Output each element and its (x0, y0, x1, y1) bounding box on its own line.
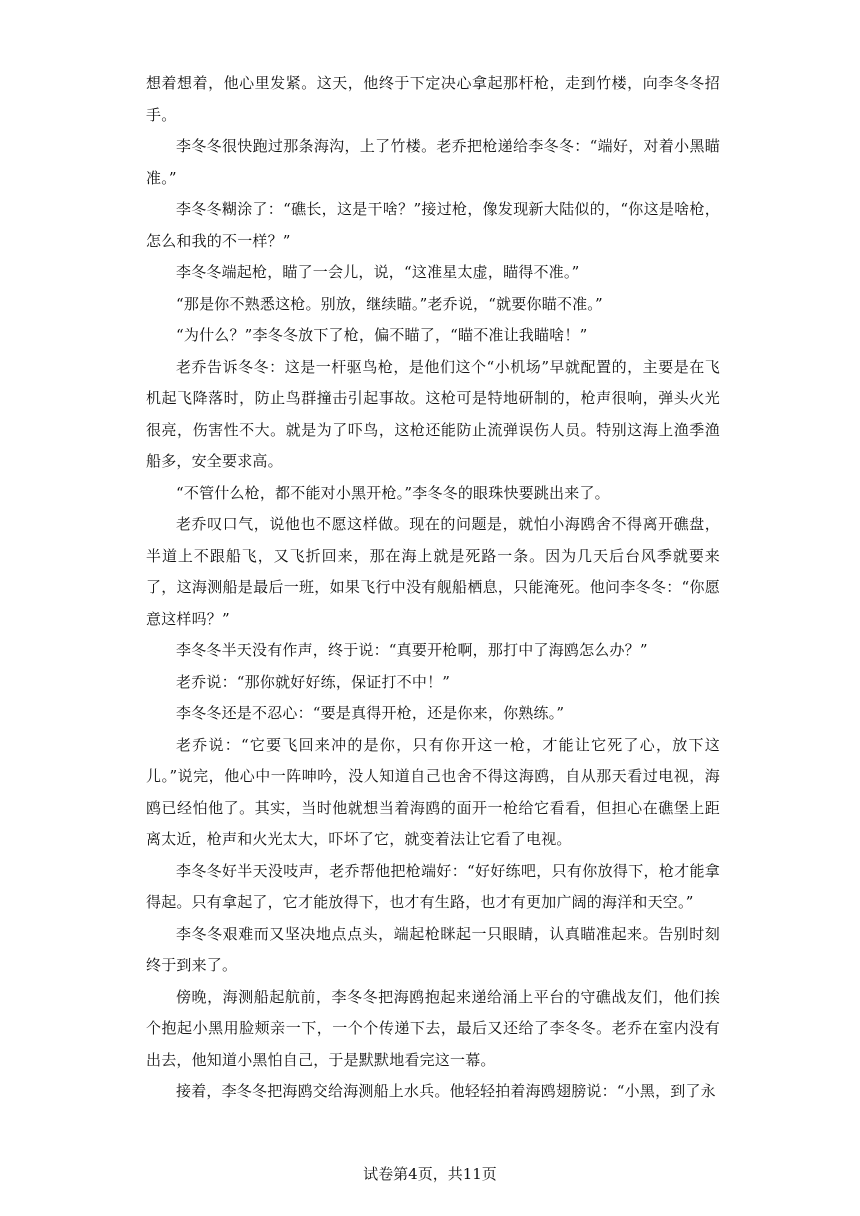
paragraph: 傍晚，海测船起航前，李冬冬把海鸥抱起来递给涌上平台的守礁战友们，他们挨个抱起小黑用脸颊亲一下，一个个传递下去，最后又还给了李冬冬。老乔在室内没有出去，他知道小黑怕自己，于是默默地看完这一幕。 (146, 987, 720, 1069)
page-footer: 试卷第4页，共11页 (363, 1165, 497, 1183)
paragraph: 想着想着，他心里发紧。这天，他终于下定决心拿起那杆枪，走到竹楼，向李冬冬招手。 (146, 74, 720, 124)
paragraph: 老乔说：“那你就好好练，保证打不中！” (176, 672, 451, 691)
article-body (146, 68, 720, 1108)
paragraph: 老乔告诉冬冬：这是一杆驱鸟枪，是他们这个“小机场”早就配置的，主要是在飞机起飞降落时，防止鸟群撞击引起事故。这枪可是特地研制的，枪声很响，弹头火光很亮，伤害性不大。就是为了吓鸟，这枪还能防止流弹误伤人员。特别这海上渔季渔船多，安全要求高。 (146, 357, 720, 470)
paragraph: “为什么？”李冬冬放下了枪，偏不瞄了，“瞄不准让我瞄啥！” (176, 326, 588, 344)
paragraph: 李冬冬还是不忍心：“要是真得开枪，还是你来，你熟练。” (176, 704, 565, 722)
paragraph: 老乔说：“它要飞回来冲的是你，只有你开这一枪，才能让它死了心，放下这儿。”说完，他心中一阵呻吟，没人知道自己也舍不得这海鸥，自从那天看过电视，海鸥已经怕他了。其实，当时他就想当着海鸥的面开一枪给它看看，但担心在礁堡上距离太近，枪声和火光太大，吓坏了它，就变着法让它看了电视。 (146, 735, 720, 848)
paragraph: “不管什么枪，都不能对小黑开枪。”李冬冬的眼珠快要跳出来了。 (176, 483, 610, 502)
paragraph: 李冬冬好半天没吱声，老乔帮他把枪端好：“好好练吧，只有你放得下，枪才能拿得起。只有拿起了，它才能放得下，也才有生路，也才有更加广阔的海洋和天空。” (146, 861, 720, 911)
paragraph: 李冬冬糊涂了：“礁长，这是干啥？”接过枪，像发现新大陆似的，“你这是啥枪，怎么和我的不一样？” (146, 200, 720, 250)
paragraph: 李冬冬很快跑过那条海沟，上了竹楼。老乔把枪递给李冬冬：“端好，对着小黑瞄准。” (146, 137, 720, 187)
paragraph: 李冬冬端起枪，瞄了一会儿，说，“这准星太虚，瞄得不准。” (176, 263, 580, 281)
paragraph: 老乔叹口气，说他也不愿这样做。现在的问题是，就怕小海鸥舍不得离开礁盘，半道上不跟船飞，又飞折回来，那在海上就是死路一条。因为几天后台风季就要来了，这海测船是最后一班，如果飞行中没有舰船栖息，只能淹死。他问李冬冬：“你愿意这样吗？” (146, 515, 720, 628)
paragraph: 接着，李冬冬把海鸥交给海测船上水兵。他轻轻拍着海鸥翅膀说：“小黑，到了永 (176, 1082, 716, 1100)
paragraph: 李冬冬艰难而又坚决地点点头，端起枪眯起一只眼睛，认真瞄准起来。告别时刻终于到来了。 (146, 924, 720, 974)
paragraph: 李冬冬半天没有作声，终于说：“真要开枪啊，那打中了海鸥怎么办？” (176, 641, 648, 659)
paragraph: “那是你不熟悉这枪。别放，继续瞄。”老乔说，“就要你瞄不准。” (176, 294, 603, 313)
